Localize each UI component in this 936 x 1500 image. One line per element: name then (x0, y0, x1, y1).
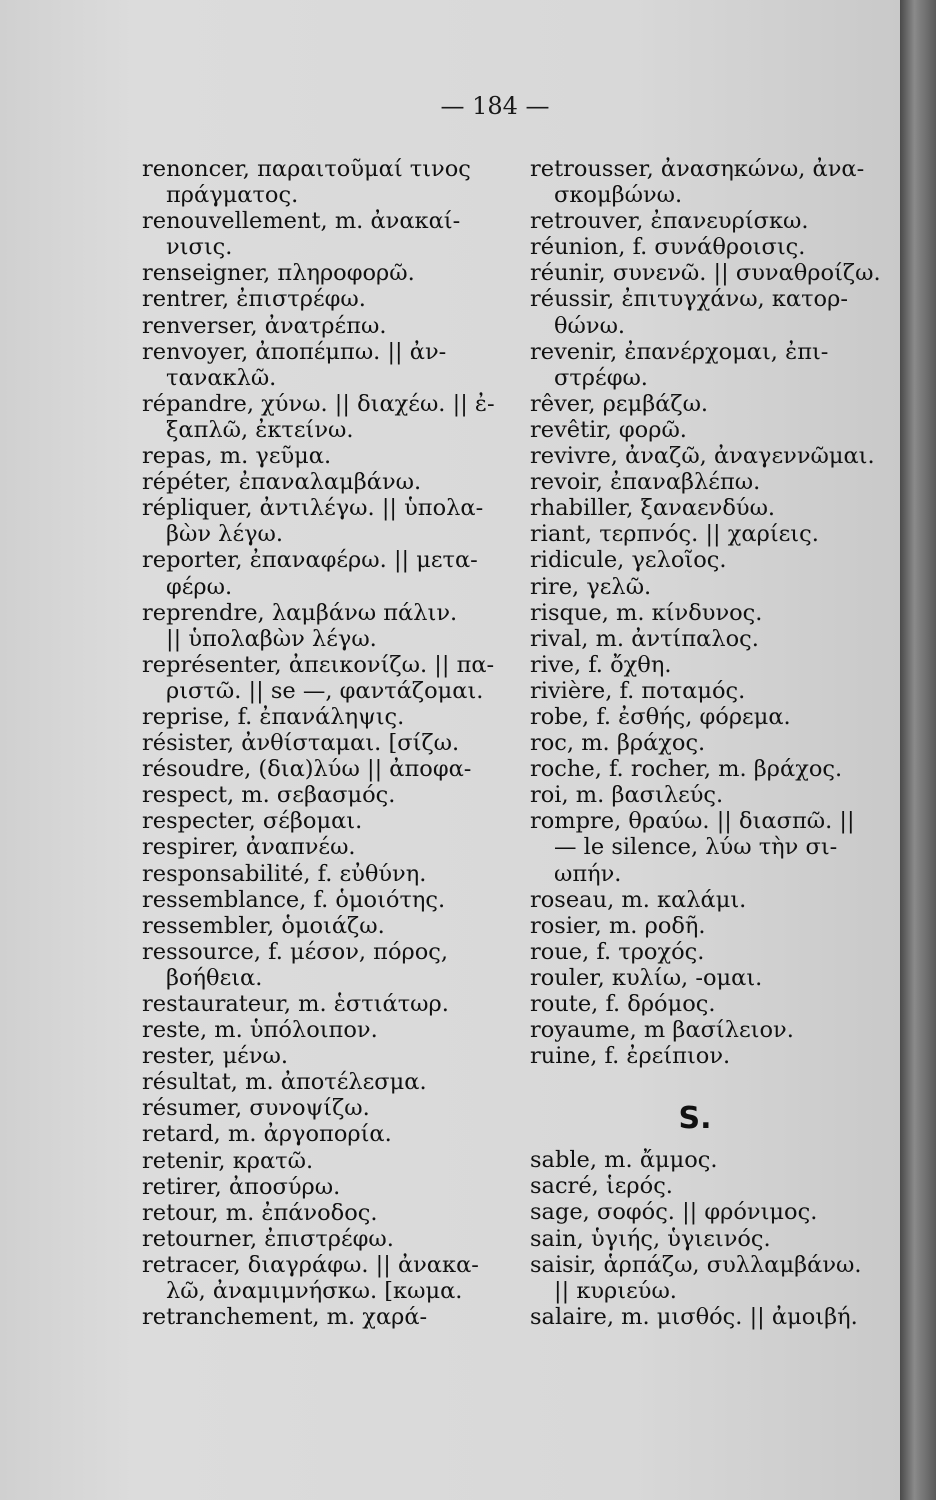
dictionary-entry (142, 991, 492, 1017)
dictionary-entry (530, 965, 880, 991)
entry-line: résultat, m. ἀποτέλεσμα. (142, 1069, 427, 1096)
entry-line: ressemblance, f. ὁμοιότης. (142, 886, 446, 913)
entry-line: ressembler, ὁμοιάζω. (142, 912, 385, 939)
dictionary-entry (530, 1043, 880, 1069)
entry-line: représenter, ἀπεικονίζω. || πα- (142, 651, 495, 678)
entry-line: retour, m. ἐπάνοδος. (142, 1199, 378, 1226)
entry-line: rosier, m. ροδῆ. (530, 912, 706, 939)
dictionary-entry (142, 1200, 492, 1226)
dictionary-column-left (142, 156, 495, 1331)
entry-line: reporter, ἐπαναφέρω. || μετα- (142, 547, 478, 574)
entry-line: retenir, κρατῶ. (142, 1147, 314, 1174)
dictionary-entry (142, 939, 492, 991)
entry-continuation: φέρω. (166, 573, 233, 600)
entry-line: résoudre, (δια)λύω || ἀποφα- (142, 756, 472, 783)
dictionary-entry (142, 1121, 492, 1147)
dictionary-entry (530, 156, 880, 208)
entry-line: roche, f. rocher, m. βράχος. (530, 756, 843, 783)
dictionary-entry (530, 756, 880, 782)
entry-line: revoir, ἐπαναβλέπω. (530, 469, 761, 496)
dictionary-entry (142, 286, 492, 312)
dictionary-entry (142, 704, 492, 730)
entry-line: renvoyer, ἀποπέμπω. || ἀν- (142, 338, 447, 365)
entry-line: ressource, f. μέσον, πόρος, (142, 938, 449, 965)
dictionary-entry (530, 234, 880, 260)
entry-line: revêtir, φορῶ. (530, 416, 687, 443)
dictionary-entry (142, 1226, 492, 1252)
dictionary-entry (530, 1017, 880, 1043)
entry-line: royaume, m βασίλειον. (530, 1017, 794, 1044)
entry-line: sacré, ἱερός. (530, 1173, 673, 1200)
dictionary-entry (142, 469, 492, 495)
entry-line: retrousser, ἀνασηκώνω, ἀνα- (530, 156, 865, 182)
entry-continuation: ωπήν. (554, 860, 622, 887)
entry-continuation: || κυριεύω. (554, 1277, 677, 1304)
entry-line: renseigner, πληροφορῶ. (142, 260, 415, 287)
dictionary-entry (530, 1173, 880, 1199)
dictionary-entry (530, 391, 880, 417)
dictionary-entry (530, 495, 880, 521)
entry-line: répandre, χύνω. || διαχέω. || ἐ- (142, 390, 495, 417)
entry-continuation: θώνω. (554, 312, 626, 339)
dictionary-entry (530, 600, 880, 626)
dictionary-entry (530, 782, 880, 808)
entry-continuation: βοήθεια. (166, 964, 263, 991)
entry-line: réussir, ἐπιτυγχάνω, κατορ- (530, 286, 848, 313)
entry-continuation: || ὑπολαβὼν λέγω. (166, 625, 377, 652)
dictionary-entry (530, 939, 880, 965)
entry-continuation: — le silence, λύω τὴν σι- (554, 834, 838, 861)
entry-line: retard, m. ἀργοπορία. (142, 1121, 392, 1148)
dictionary-column-right (530, 156, 880, 1330)
dictionary-entry (142, 443, 492, 469)
entry-line: retranchement, m. χαρά- (142, 1304, 428, 1331)
dictionary-entry (142, 756, 492, 782)
entry-line: ruine, f. ἐρείπιον. (530, 1043, 731, 1070)
dictionary-entry (530, 1304, 880, 1330)
dictionary-entry (530, 574, 880, 600)
entry-line: ridicule, γελοῖος. (530, 547, 727, 574)
entry-line: revivre, ἀναζῶ, ἀναγεννῶμαι. (530, 443, 875, 470)
entry-line: respecter, σέβομαι. (142, 808, 363, 835)
entry-continuation: ξαπλῶ, ἐκτείνω. (166, 416, 354, 443)
dictionary-entry (530, 1147, 880, 1173)
dictionary-entry (530, 652, 880, 678)
entry-line: répliquer, ἀντιλέγω. || ὑπολα- (142, 495, 484, 522)
entry-line: revenir, ἐπανέρχομαι, ἐπι- (530, 338, 829, 365)
dictionary-entry (530, 808, 880, 886)
dictionary-entry (530, 547, 880, 573)
page-number: — 184 — (440, 92, 550, 120)
entry-line: retracer, διαγράφω. || ἀνακα- (142, 1251, 479, 1278)
entry-line: rire, γελῶ. (530, 573, 652, 600)
dictionary-entry (530, 1199, 880, 1225)
entry-continuation: λῶ, ἀναμιμνήσκω. [κωμα. (166, 1278, 463, 1305)
entry-continuation: πράγματος. (166, 182, 299, 209)
entry-line: rêver, ρεμβάζω. (530, 390, 709, 417)
entry-line: rhabiller, ξαναενδύω. (530, 495, 776, 522)
entry-line: reste, m. ὑπόλοιπον. (142, 1017, 378, 1044)
dictionary-entry (142, 1095, 492, 1121)
dictionary-entry (530, 913, 880, 939)
dictionary-entry (142, 390, 495, 443)
dictionary-entry (142, 651, 495, 704)
entry-line: robe, f. ἐσθής, φόρεμα. (530, 703, 791, 730)
entry-continuation: σκομβώνω. (554, 182, 683, 209)
dictionary-entry (530, 443, 880, 469)
dictionary-entry (530, 339, 880, 391)
dictionary-entry (530, 286, 880, 338)
entry-line: rentrer, ἐπιστρέφω. (142, 286, 366, 313)
dictionary-entry (142, 782, 492, 808)
dictionary-entry (530, 704, 880, 730)
entry-continuation: βὼν λέγω. (166, 521, 284, 548)
entry-line: réunir, συνενῶ. || συναθροίζω. (530, 260, 881, 287)
dictionary-entry (142, 913, 492, 939)
entry-line: roue, f. τροχός. (530, 938, 705, 965)
dictionary-entry (142, 1043, 492, 1069)
dictionary-entry (142, 600, 492, 652)
dictionary-entry (142, 208, 492, 260)
entry-line: risque, m. κίνδυνος. (530, 599, 763, 626)
dictionary-entry (530, 521, 880, 547)
dictionary-entry (142, 547, 492, 599)
dictionary-entry (142, 1252, 492, 1304)
dictionary-entry (142, 1174, 492, 1200)
entry-line: renoncer, παραιτοῦμαί τινος (142, 156, 471, 182)
dictionary-entry (142, 1148, 492, 1174)
dictionary-entry (530, 469, 880, 495)
entry-line: sain, ὑγιής, ὑγιεινός. (530, 1225, 771, 1252)
entry-line: route, f. δρόμος. (530, 991, 716, 1017)
dictionary-entry (142, 260, 492, 286)
entry-line: renverser, ἀνατρέπω. (142, 312, 387, 339)
entry-line: rive, f. ὄχθη. (530, 651, 672, 678)
entry-line: riant, τερπνός. || χαρίεις. (530, 521, 819, 548)
entry-line: retirer, ἀποσύρω. (142, 1173, 341, 1200)
dictionary-entry (142, 808, 492, 834)
entry-line: respect, m. σεβασμός. (142, 782, 396, 809)
entry-line: reprendre, λαμβάνω πάλιν. (142, 599, 458, 626)
entry-line: résumer, συνοψίζω. (142, 1095, 370, 1122)
dictionary-entry (142, 313, 492, 339)
dictionary-entry (530, 887, 880, 913)
entry-line: respirer, ἀναπνέω. (142, 834, 356, 861)
entry-line: salaire, m. μισθός. || ἀμοιβή. (530, 1303, 858, 1330)
entry-line: retourner, ἐπιστρέφω. (142, 1225, 394, 1252)
entry-line: sable, m. ἄμμος. (530, 1147, 718, 1174)
dictionary-entry (142, 339, 492, 391)
dictionary-entry (142, 861, 492, 887)
dictionary-entry (530, 730, 880, 756)
entry-continuation: τανακλῶ. (166, 364, 277, 391)
entry-line: résister, ἀνθίσταμαι. [σίζω. (142, 730, 460, 757)
entry-line: rivière, f. ποταμός. (530, 677, 746, 704)
dictionary-entry (142, 1069, 492, 1095)
dictionary-entry (530, 678, 880, 704)
dictionary-entry (142, 1017, 492, 1043)
entry-line: rompre, θραύω. || διασπῶ. || (530, 808, 855, 835)
entry-line: rester, μένω. (142, 1043, 289, 1070)
entry-line: roi, m. βασιλεύς. (530, 782, 724, 809)
dictionary-entry (530, 417, 880, 443)
entry-line: responsabilité, f. εὐθύνη. (142, 860, 427, 887)
dictionary-entry (530, 1226, 880, 1252)
entry-continuation: νισις. (166, 234, 233, 261)
dictionary-entry (142, 495, 492, 547)
entry-line: reprise, f. ἐπανάληψις. (142, 703, 405, 730)
dictionary-entry (530, 208, 880, 234)
entry-line: repas, m. γεῦμα. (142, 443, 332, 470)
entry-line: roseau, m. καλάμι. (530, 886, 747, 913)
section-letter: S. (678, 1101, 712, 1137)
dictionary-entry (142, 730, 492, 756)
entry-continuation: ριστῶ. || se —, φαντάζομαι. (166, 677, 484, 704)
entry-line: rouler, κυλίω, -ομαι. (530, 964, 763, 991)
dictionary-entry (530, 1252, 880, 1304)
entry-line: sage, σοφός. || φρόνιμος. (530, 1199, 818, 1226)
dictionary-entry (142, 834, 492, 860)
entry-line: saisir, ἁρπάζω, συλλαμβάνω. (530, 1251, 862, 1278)
entry-line: roc, m. βράχος. (530, 730, 706, 757)
page-edge (900, 0, 936, 1500)
entry-line: réunion, f. συνάθροισις. (530, 234, 806, 261)
dictionary-entry (530, 991, 880, 1017)
dictionary-entry (142, 156, 492, 208)
entry-line: rival, m. ἀντίπαλος. (530, 625, 759, 652)
dictionary-entry (530, 626, 880, 652)
entry-line: répéter, ἐπαναλαμβάνω. (142, 469, 422, 496)
entry-continuation: στρέφω. (554, 364, 648, 391)
dictionary-entry (530, 260, 880, 286)
entry-line: renouvellement, m. ἀνακαί- (142, 208, 461, 235)
entry-line: restaurateur, m. ἑστιάτωρ. (142, 991, 449, 1017)
entry-line: retrouver, ἐπανευρίσκω. (530, 208, 809, 235)
dictionary-entry (142, 1304, 492, 1330)
dictionary-entry (142, 887, 492, 913)
